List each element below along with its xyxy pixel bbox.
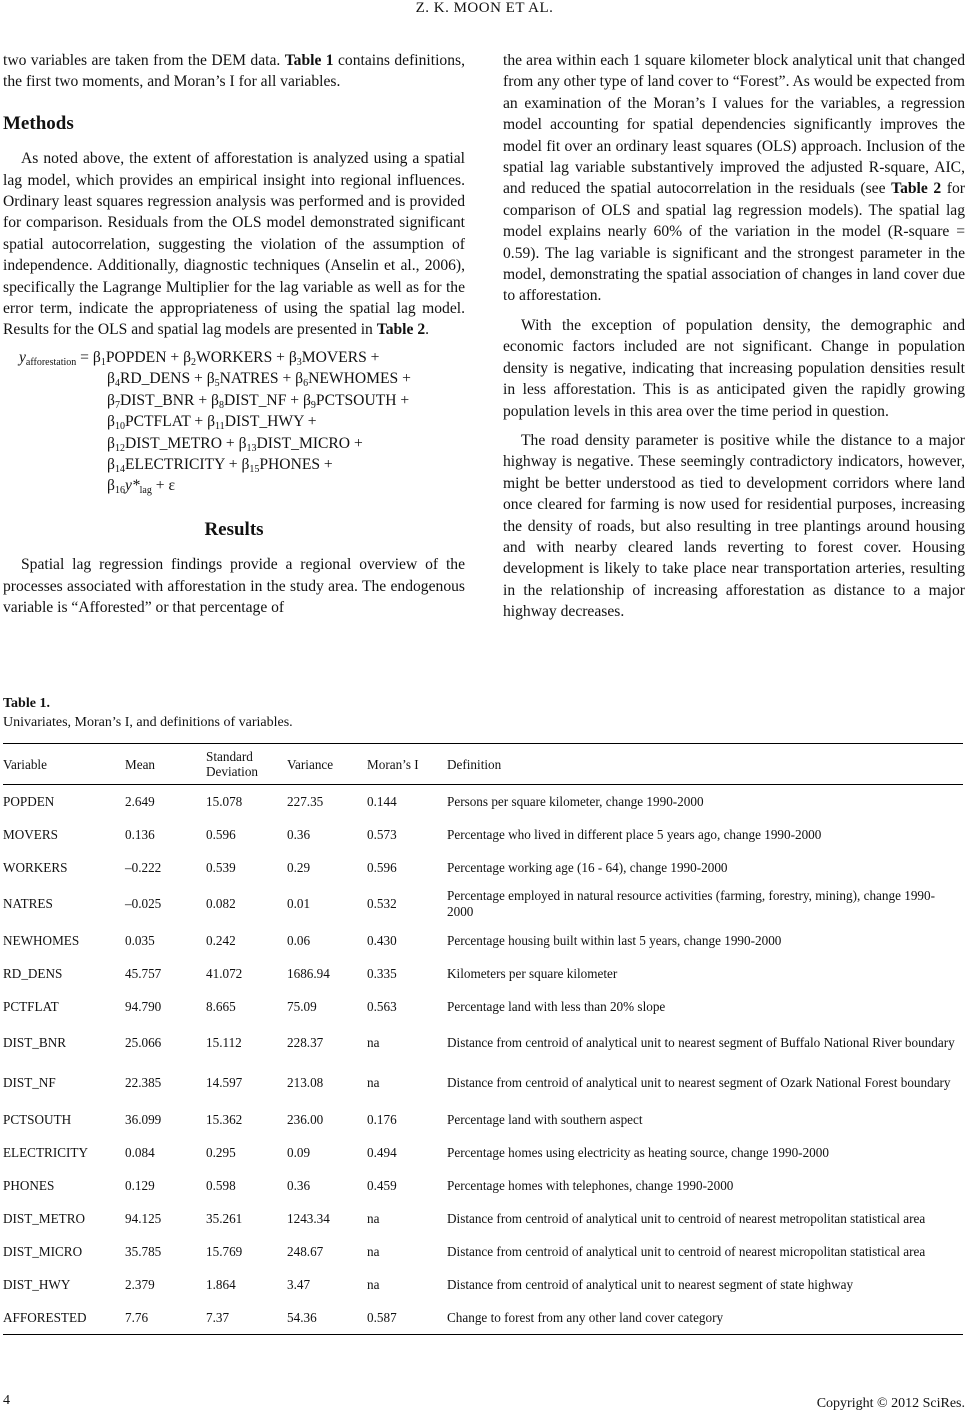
cell-morans-i: 0.494 [367,1144,397,1160]
table-row [3,851,963,884]
cell-morans-i: 0.596 [367,859,397,875]
table-1-caption [3,694,963,732]
eq-term: $\beta_6NEWHOMES$ [295,370,399,390]
cell-std-dev: 15.362 [206,1111,243,1127]
cell-std-dev: 0.539 [206,859,236,875]
eq-term: $\beta_{11}DIST\_HWY$ [207,413,304,433]
cell-variable: POPDEN [3,793,55,809]
eq-term: $\beta_{10}PCTFLAT$ [107,413,191,433]
column-header-variance: Variance [287,744,367,785]
cell-variance: 0.01 [287,896,311,911]
cell-morans-i: 0.430 [367,932,397,948]
cell-definition: Percentage working age (16 - 64), change 1990-2000 [447,859,728,875]
cell-definition: Kilometers per square kilometer [447,965,618,981]
cell-variance: 3.47 [287,1276,311,1292]
cell-variable: PCTSOUTH [3,1111,72,1127]
table-row [3,1235,963,1268]
table-row [3,1136,963,1169]
cell-definition: Distance from centroid of analytical unit to centroid of nearest micropolitan statistical area [447,1243,926,1259]
left-column [3,50,465,618]
cell-definition: Percentage homes with telephones, change 1990-2000 [447,1177,734,1193]
table-2-reference[interactable]: Table 2 [376,321,426,339]
cell-morans-i: na [367,1276,380,1292]
cell-variable: PCTFLAT [3,998,59,1014]
cell-variance: 0.09 [287,1144,311,1160]
methods-heading: Methods [3,112,74,134]
results-paragraph: Spatial lag regression findings provide a regional overview of the processes associated with afforestation in the study area. The endogenous variable is “Afforested” or that percentage of [3,556,465,616]
table-1-caption-text: Univariates, Moran’s I, and definitions of variables. [3,715,293,730]
eq-term: $\beta_{13}DIST\_MICRO$ [238,434,351,454]
cell-variable: WORKERS [3,859,68,875]
cell-definition: Percentage homes using electricity as heating source, change 1990-2000 [447,1144,829,1160]
results-paragraph-continued: the area within each 1 square kilometer block analytical unit that changed from any other type of land cover to “Forest”. As would be expected from an examination of the Moran’s I values for the variables, a regression model accounting for spatial dependencies significantly improves the model fit over an ordinary least squares (OLS) approach. Inclusion of the spatial lag variable substantively improved the adjusted R-square, AIC, and reduced the spatial autocorrelation in the residuals (see Table 2 for comparison of OLS and spatial lag regression models). The spatial lag model explains nearly 60% of the variation in the model (R-square = 0.59). The lag variable is significant and the strongest parameter in the model, demonstrating the spatial association of changes in land cover due to afforestation. [503,52,965,305]
cell-variance: 213.08 [287,1075,324,1090]
table-row [3,1063,963,1103]
cell-mean: 0.084 [125,1144,155,1160]
cell-mean: 2.649 [125,793,155,809]
table-1-reference[interactable]: Table 1 [284,52,334,69]
cell-morans-i: 0.532 [367,896,397,911]
cell-mean: 36.099 [125,1111,162,1127]
cell-definition: Persons per square kilometer, change 1990-2000 [447,793,704,809]
cell-mean: 94.790 [125,998,162,1014]
regression-equation: $y_{afforestation}$ = $\beta_1POPDEN$ + $\beta_2WORKERS$ + $\beta_3MOVERS$ + $\beta_4RD\_DENS$ + $\beta_5NATRES$ + $\beta_6NEWHOMES$ + $\beta_7DIST\_BNR$ + $\beta_8DIST\_NF$ + $\beta_9PCTSOUTH$ + $\beta_{10}PCTFLAT$ + $\beta_{11}DIST\_HWY$ + $\beta_{12}DIST\_METRO$ + $\beta_{13}DIST\_MICRO$ + $\beta_{14}ELECTRICITY$ + $\beta_{15}PHONES$ + $\beta_{16}y*_{lag} + \varepsilon$ [19,348,411,497]
cell-variance: 0.06 [287,932,311,948]
cell-mean: 25.066 [125,1035,162,1050]
cell-mean: 7.76 [125,1301,206,1335]
table-header-row [3,744,963,785]
table-row [3,785,963,819]
right-column [503,50,965,623]
page-number: 4 [3,1393,10,1408]
eq-term: $\beta_3MOVERS$ [288,348,367,368]
cell-definition: Change to forest from any other land cover category [447,1301,963,1335]
cell-variable: RD_DENS [3,965,63,981]
cell-definition: Percentage land with southern aspect [447,1111,643,1127]
table-1 [3,743,963,1335]
cell-mean: 22.385 [125,1075,162,1090]
cell-variance: 0.36 [287,826,311,842]
table-row [3,1268,963,1301]
cell-mean: 35.785 [125,1243,162,1259]
cell-variable: AFFORESTED [3,1301,125,1335]
cell-morans-i: 0.563 [367,998,397,1014]
table-body [3,785,963,1335]
cell-morans-i: 0.176 [367,1111,397,1127]
cell-std-dev: 15.769 [206,1243,243,1259]
cell-std-dev: 0.295 [206,1144,236,1160]
cell-morans-i: 0.587 [367,1301,447,1335]
cell-std-dev: 14.597 [206,1075,243,1090]
cell-std-dev: 0.596 [206,826,236,842]
table-row [3,818,963,851]
table-row [3,957,963,990]
cell-morans-i: 0.573 [367,826,397,842]
results-heading: Results [204,518,264,540]
cell-morans-i: 0.459 [367,1177,397,1193]
running-head: Z. K. MOON ET AL. [415,0,554,16]
cell-variable: PHONES [3,1177,55,1193]
cell-mean: –0.222 [125,859,162,875]
cell-variable: NEWHOMES [3,932,80,948]
eq-term: $\beta_{15}PHONES$ [241,455,321,475]
cell-variance: 228.37 [287,1035,324,1050]
column-header-variable: Variable [3,744,125,785]
cell-variance: 0.29 [287,859,311,875]
cell-morans-i: na [367,1243,380,1259]
column-header-standard-deviation: Standard Deviation [206,744,287,785]
cell-morans-i: 0.144 [367,793,397,809]
cell-mean: 0.035 [125,932,155,948]
cell-variance: 227.35 [287,793,324,809]
cell-std-dev: 0.242 [206,932,236,948]
eq-term: $\beta_4RD\_DENS$ [107,370,191,390]
column-header-definition: Definition [447,744,963,785]
table-row [3,884,963,924]
cell-definition: Percentage land with less than 20% slope [447,998,666,1014]
methods-paragraph: As noted above, the extent of afforestation is analyzed using a spatial lag model, which provides an empirical insight into regional influences. Ordinary least squares regression analysis was performed and is provided for comparison. Residuals from the OLS model demonstrated significant spatial autocorrelation, suggesting the violation of the assumption of independence. Additionally, diagnostic techniques (Anselin et al., 2006), specifically the Lagrange Multiplier for the lag variable as well as for the error term, indicate the appropriateness of using the spatial lag model. Results for the OLS and spatial lag models are presented in Table 2. [3,150,465,339]
copyright: Copyright © 2012 SciRes. [816,1396,965,1411]
cell-std-dev: 1.864 [206,1276,236,1292]
cell-morans-i: na [367,1075,380,1090]
cell-definition: Distance from centroid of analytical unit to nearest segment of state highway [447,1276,854,1292]
cell-std-dev: 41.072 [206,965,243,981]
cell-variable: DIST_HWY [3,1276,71,1292]
cell-morans-i: 0.335 [367,965,397,981]
eq-term: $\beta_{14}ELECTRICITY$ [107,455,225,475]
cell-variable: MOVERS [3,826,58,842]
column-header-mean: Mean [125,744,206,785]
cell-definition: Distance from centroid of analytical unit to centroid of nearest metropolitan statistical area [447,1210,926,1226]
cell-definition: Percentage who lived in different place 5 years ago, change 1990-2000 [447,826,822,842]
eq-term: $\beta_{16}$ [107,477,125,497]
cell-mean: 0.136 [125,826,155,842]
cell-mean: 94.125 [125,1210,162,1226]
table-2-reference[interactable]: Table 2 [891,180,942,198]
cell-variance: 1686.94 [287,965,330,981]
cell-std-dev: 8.665 [206,998,236,1014]
table-row [3,1301,963,1335]
cell-variable: DIST_METRO [3,1210,86,1226]
cell-mean: –0.025 [125,896,162,911]
cell-std-dev: 0.598 [206,1177,236,1193]
cell-std-dev: 0.082 [206,896,236,911]
cell-variable: DIST_BNR [3,1035,67,1050]
cell-std-dev: 15.078 [206,793,243,809]
road-density-paragraph: The road density parameter is positive while the distance to a major highway is negative. These seemingly contradictory indicators, however, might be better understood as tied to development corridors where land once cleared for farming is now used for residential purposes, increasing the density of roads, but also resulting in tree plantings around housing and with nearby cleared lands reverting to forest cover. Housing development is likely to take place near transportation arteries, resulting in the relationship of increasing afforestation as distance to a major highway decreases. [503,431,965,621]
cell-morans-i: na [367,1210,380,1226]
table-row [3,1202,963,1235]
cell-variance: 0.36 [287,1177,311,1193]
eq-term: $\beta_5NATRES$ [206,370,279,390]
cell-variable: DIST_MICRO [3,1243,83,1259]
eq-term: $\beta_7DIST\_BNR$ [107,391,195,411]
eq-term: $\beta_2WORKERS$ [183,348,273,368]
cell-std-dev: 7.37 [206,1301,287,1335]
cell-mean: 45.757 [125,965,162,981]
cell-definition: Percentage employed in natural resource activities (farming, forestry, mining), change 1990-2000 [447,888,936,919]
cell-std-dev: 15.112 [206,1035,242,1050]
cell-std-dev: 35.261 [206,1210,243,1226]
intro-paragraph: two variables are taken from the DEM data. Table 1 contains definitions, the first two moments, and Moran’s I for all variables. [3,52,465,91]
table-1-label: Table 1. [3,696,50,711]
cell-variance: 1243.34 [287,1210,330,1226]
cell-variance: 54.36 [287,1301,367,1335]
cell-mean: 2.379 [125,1276,155,1292]
cell-variable: NATRES [3,896,53,911]
table-row [3,1023,963,1063]
cell-variance: 248.67 [287,1243,324,1259]
cell-morans-i: na [367,1035,380,1050]
cell-variable: ELECTRICITY [3,1144,88,1160]
cell-definition: Percentage housing built within last 5 years, change 1990-2000 [447,932,782,948]
table-row [3,990,963,1023]
eq-term: $\beta_1POPDEN$ [92,348,167,368]
cell-mean: 0.129 [125,1177,155,1193]
table-row [3,1103,963,1136]
table-row [3,924,963,957]
cell-definition: Distance from centroid of analytical unit to nearest segment of Ozark National Forest boundary [447,1075,951,1090]
table-row [3,1169,963,1202]
eq-term: $\beta_9PCTSOUTH$ [302,391,397,411]
column-header-morans-i: Moran’s I [367,744,447,785]
cell-variable: DIST_NF [3,1075,56,1090]
eq-term: $\beta_8DIST\_NF$ [211,391,287,411]
eq-term: $\beta_{12}DIST\_METRO$ [107,434,222,454]
cell-definition: Distance from centroid of analytical unit to nearest segment of Buffalo National River boundary [447,1035,955,1050]
demographic-paragraph: With the exception of population density, the demographic and economic factors included are not significant. Change in population density is negative, indicating that increasing population densities result in less afforestation. This is as anticipated given the rapidly growing population levels in this area over the time period in question. [503,316,965,420]
cell-variance: 236.00 [287,1111,324,1127]
cell-variance: 75.09 [287,998,317,1014]
